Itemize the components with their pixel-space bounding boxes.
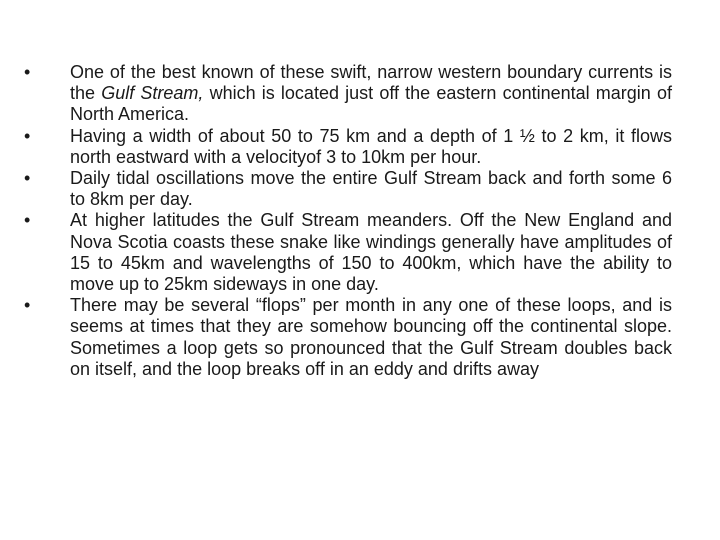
bullet-4-text: At higher latitudes the Gulf Stream meanders. Off the New England and Nova Scotia coasts these snake like windings generally have amplitudes of 15 to 45km and wavelengths of 150 to 400km, which have the ability to move up to 25km sideways in one day.	[70, 210, 672, 295]
bullet-marker: •	[24, 62, 31, 82]
bullet-list	[24, 62, 672, 380]
bullet-3-text: Daily tidal oscillations move the entire Gulf Stream back and forth some 6 to 8km per day.	[70, 168, 672, 210]
bullet-item-2	[24, 126, 672, 168]
bullet-5-text: There may be several “flops” per month in any one of these loops, and is seems at times that they are somehow bouncing off the continental slope. Sometimes a loop gets so pronounced that the Gulf Stream doubles back on itself, and the loop breaks off in an eddy and drifts away	[70, 295, 672, 379]
bullet-marker: •	[24, 125, 31, 146]
bullet-1-text-end: which is located just off the eastern continental margin of North America.	[70, 83, 672, 125]
bullet-item-5	[24, 295, 672, 380]
bullet-item-1	[24, 62, 672, 126]
bullet-marker: •	[24, 168, 31, 189]
bullet-item-4	[24, 210, 672, 295]
bullet-1-italic-term: Gulf Stream,	[101, 83, 204, 104]
bullet-1-text: One of the best known of these swift, narrow western boundary currents is the	[70, 62, 672, 104]
bullet-2-text: Having a width of about 50 to 75 km and a depth of 1 ½ to 2 km, it flows north eastward with a velocityof 3 to 10km per hour.	[70, 125, 672, 167]
bullet-item-3	[24, 168, 672, 210]
bullet-marker: •	[24, 210, 31, 231]
bullet-marker: •	[24, 295, 31, 316]
